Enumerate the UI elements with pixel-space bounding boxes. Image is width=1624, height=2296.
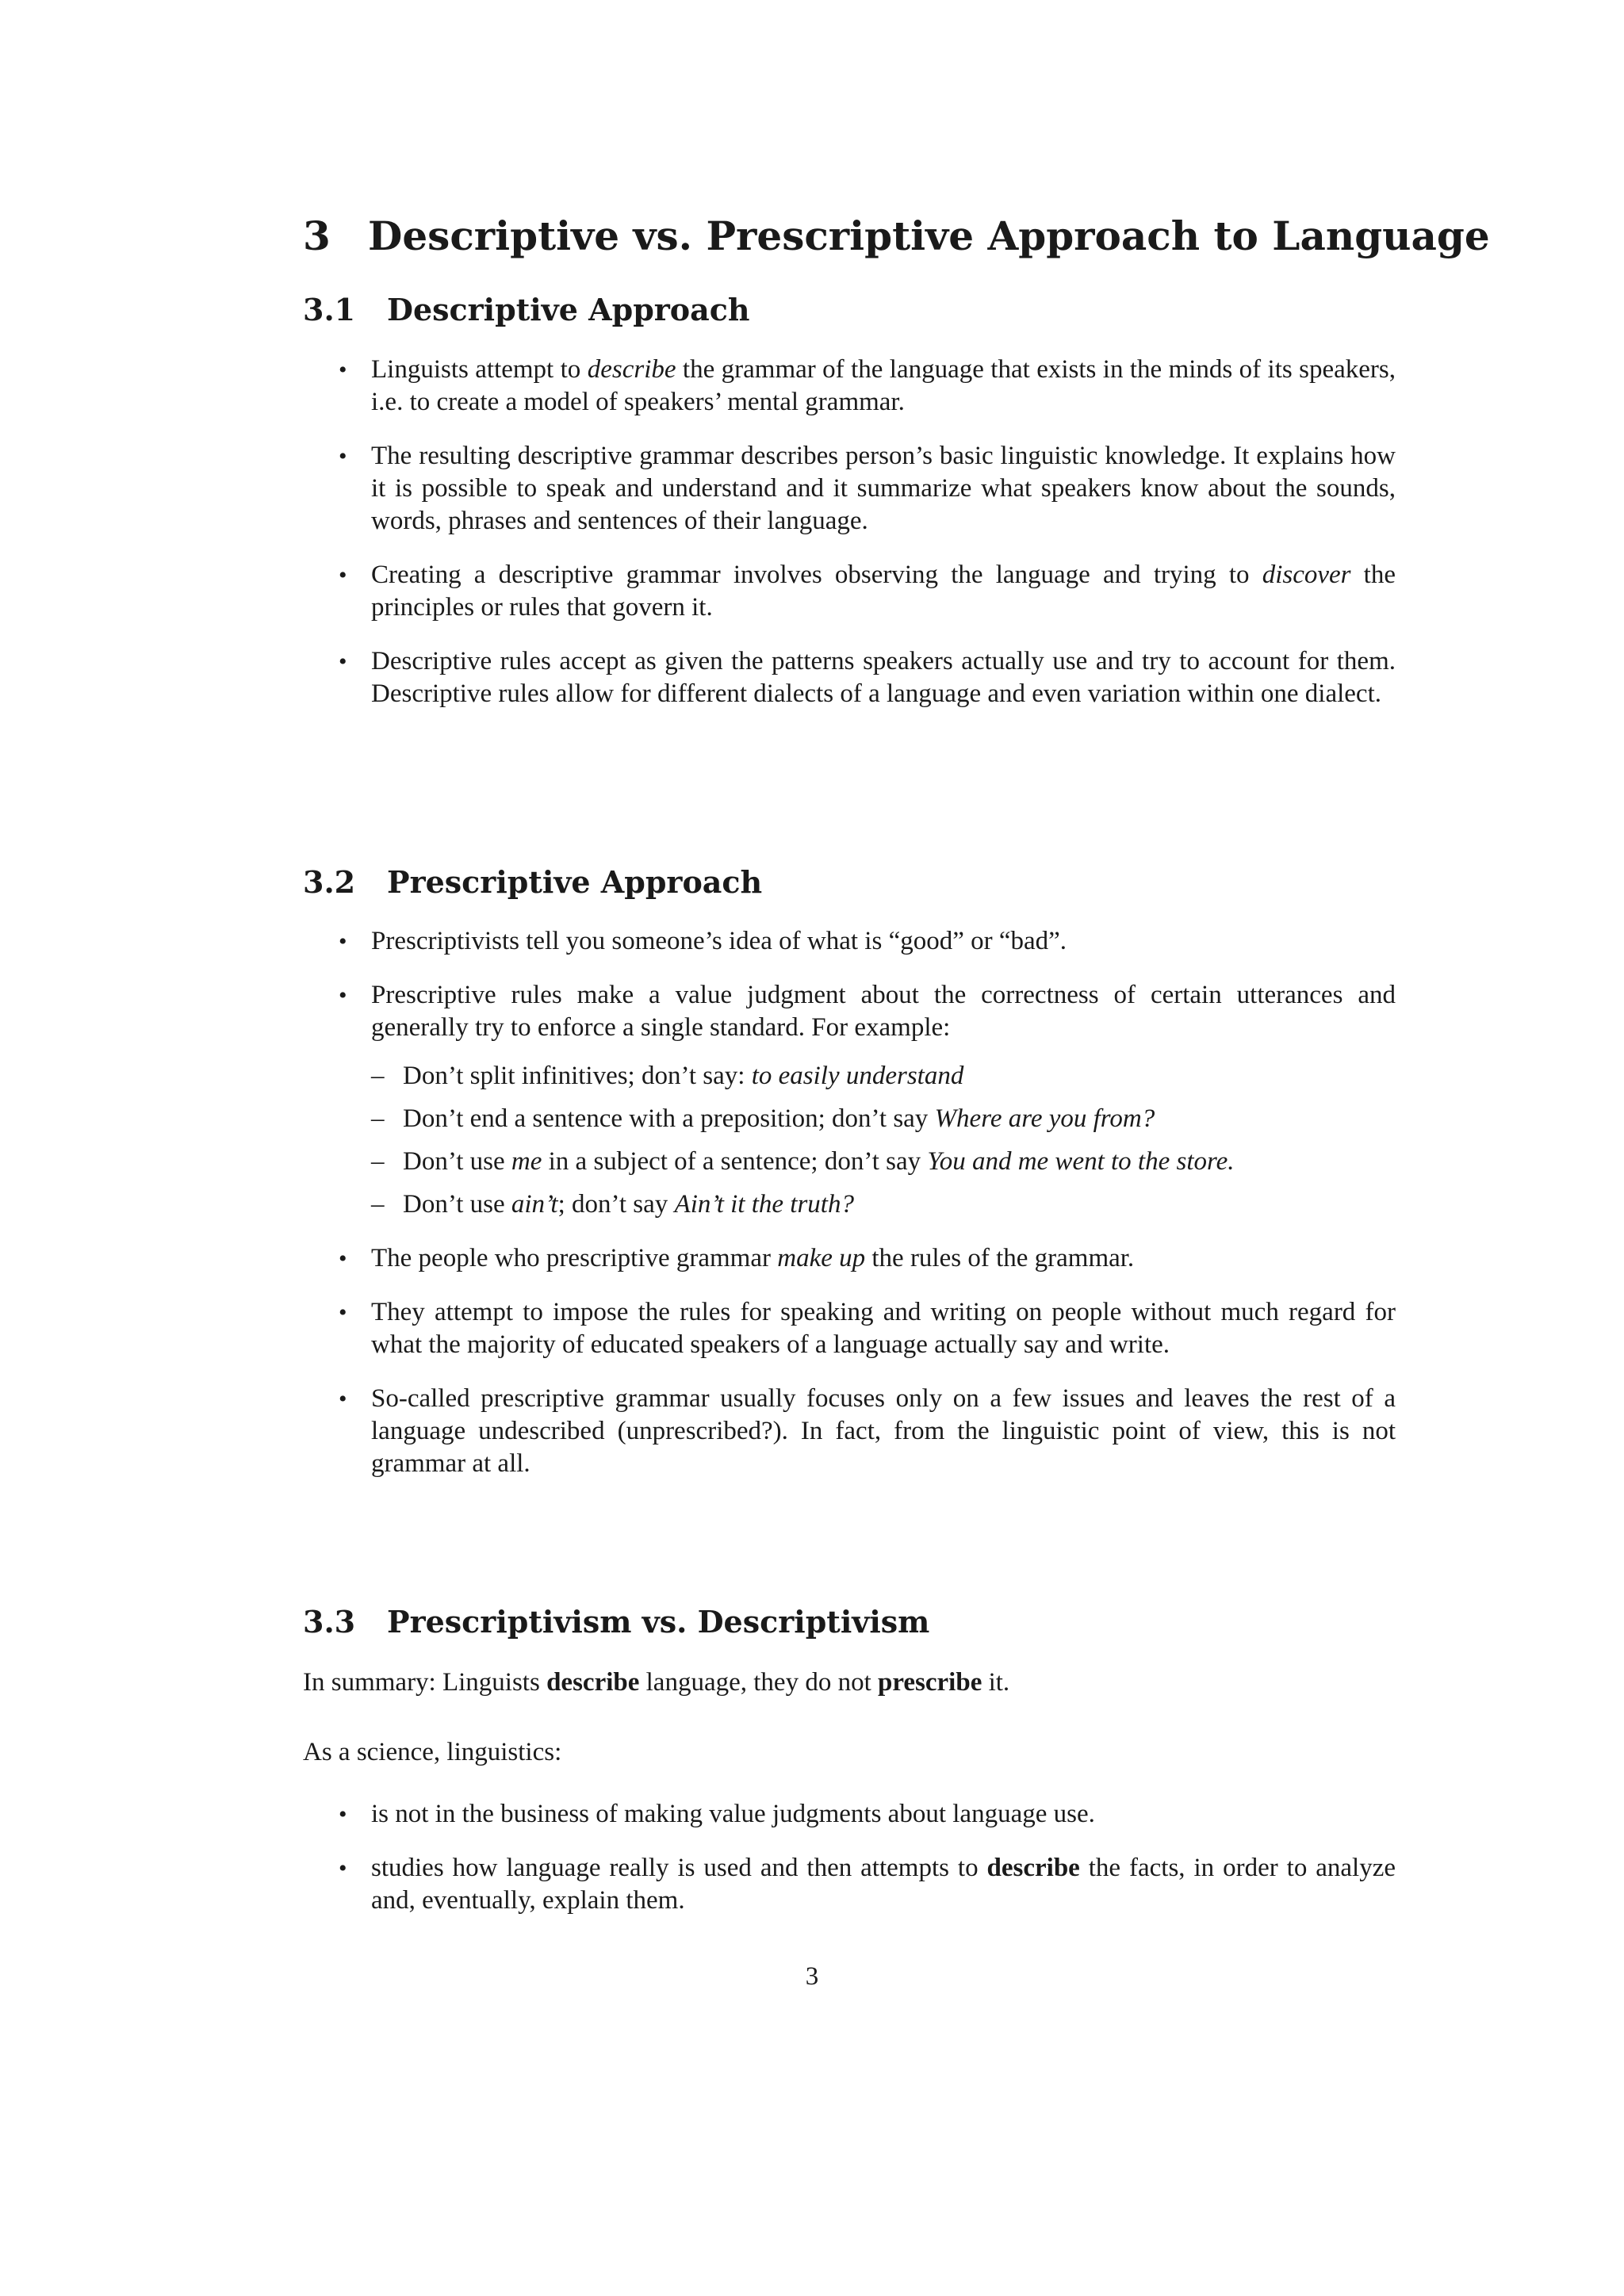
section-heading (303, 212, 1490, 259)
descriptive-bullet-list (341, 354, 1396, 732)
example-item: – Don’t use me in a subject of a sentence; don’t say You and me went to the store. (371, 1146, 1396, 1178)
subsection-number: 3.2 (303, 864, 356, 900)
subsection-number: 3.1 (303, 292, 356, 327)
subsection-heading-3-2 (303, 864, 762, 900)
subsection-number: 3.3 (303, 1604, 356, 1640)
example-item: – Don’t use ain’t; don’t say Ain’t it the truth? (371, 1188, 1396, 1221)
subsection-title: Descriptive Approach (387, 292, 750, 327)
section-title: Descriptive vs. Prescriptive Approach to Language (368, 212, 1490, 259)
example-sublist (371, 1060, 1396, 1221)
list-item: • Prescriptive rules make a value judgment about the correctness of certain utterances and generally try to enforce a single standard. For example: – Don’t split infinitives; don’t say: to easily understand – Don’t end a sentence with a preposition; don’t say Where are you from? – Don’t use me in a subject of a sentence; don’t say You and me went to the store. – Don’t use ain’t; don’t say Ain’t it the truth? (341, 979, 1396, 1221)
list-item: • The people who prescriptive grammar make up the rules of the grammar. (341, 1242, 1396, 1275)
list-item: • Descriptive rules accept as given the patterns speakers actually use and try to account for them. Descriptive rules allow for different dialects of a language and even variation within one dialect. (341, 645, 1396, 710)
prescriptive-bullet-list (341, 925, 1396, 1502)
subsection-heading-3-1 (303, 292, 750, 327)
example-item: – Don’t split infinitives; don’t say: to easily understand (371, 1060, 1396, 1093)
subsection-heading-3-3 (303, 1604, 929, 1640)
list-item: • studies how language really is used and then attempts to describe the facts, in order to analyze and, eventually, explain them. (341, 1852, 1396, 1917)
list-item: • Linguists attempt to describe the grammar of the language that exists in the minds of its speakers, i.e. to create a model of speakers’ mental grammar. (341, 354, 1396, 419)
list-item: • is not in the business of making value judgments about language use. (341, 1798, 1396, 1831)
list-item: • They attempt to impose the rules for speaking and writing on people without much regard for what the majority of educated speakers of a language actually say and write. (341, 1296, 1396, 1361)
example-item: – Don’t end a sentence with a preposition; don’t say Where are you from? (371, 1103, 1396, 1135)
section-number: 3 (303, 212, 331, 259)
subsection-title: Prescriptive Approach (387, 864, 763, 900)
list-item: • Creating a descriptive grammar involves observing the language and trying to discover the principles or rules that govern it. (341, 559, 1396, 624)
list-item: • The resulting descriptive grammar describes person’s basic linguistic knowledge. It explains how it is possible to speak and understand and it summarize what speakers know about the sounds, words, phrases and sentences of their language. (341, 440, 1396, 538)
summary-paragraph: In summary: Linguists describe language, they do not prescribe it. (303, 1668, 1010, 1697)
intro-paragraph: As a science, linguistics: (303, 1738, 562, 1766)
list-item: • So-called prescriptive grammar usually focuses only on a few issues and leaves the rest of a language undescribed (unprescribed?). In fact, from the linguistic point of view, this is not grammar at all. (341, 1383, 1396, 1480)
page-number: 3 (805, 1962, 819, 1991)
subsection-title: Prescriptivism vs. Descriptivism (387, 1604, 930, 1640)
list-item: • Prescriptivists tell you someone’s idea of what is “good” or “bad”. (341, 925, 1396, 958)
linguistics-bullet-list (341, 1798, 1396, 1938)
